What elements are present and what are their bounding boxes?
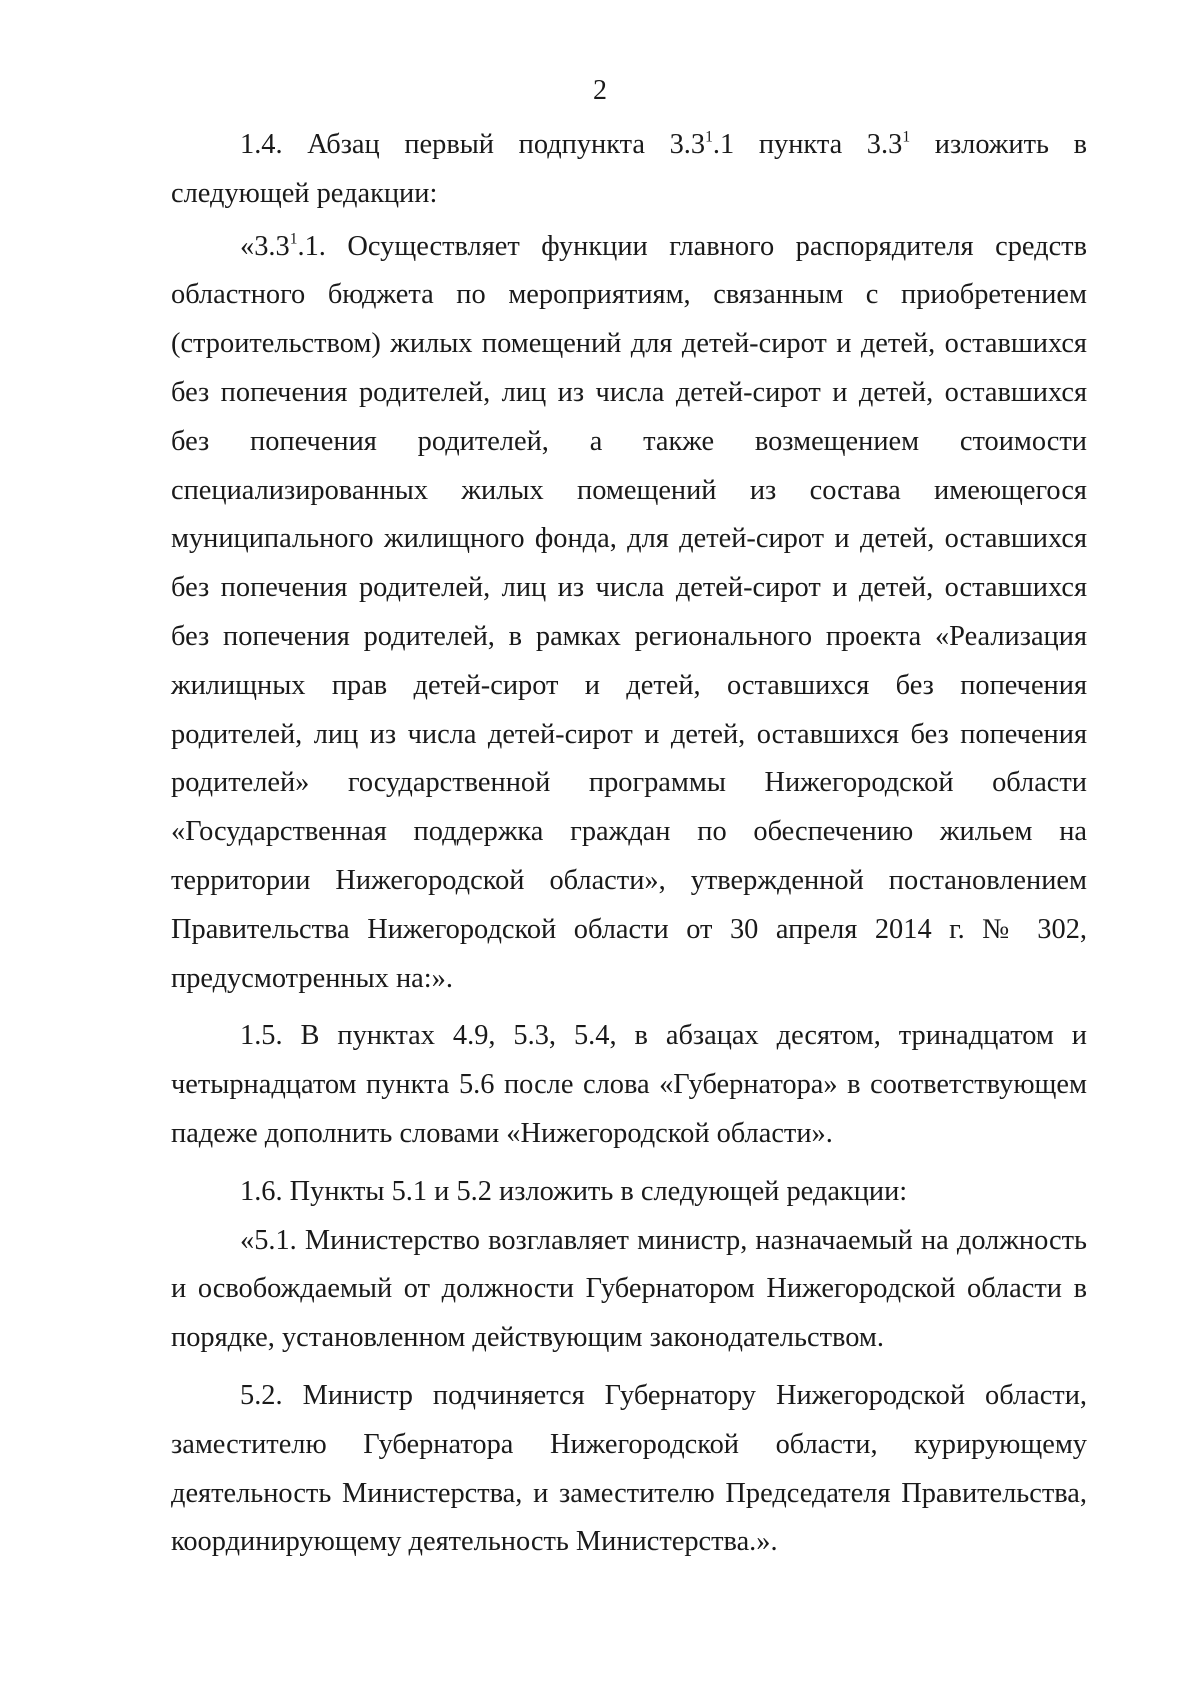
paragraph-1-5: 1.5. В пунктах 4.9, 5.3, 5.4, в абзацах десятом, тринадцатом и четырнадцатом пункта 5.6 после слова «Губернатора» в соответствующем падеже дополнить словами «Нижегородской области». [171, 1020, 1087, 1149]
document-body [171, 121, 1087, 1567]
paragraph-3-3-1-1 [171, 223, 1087, 1004]
paragraph-1-4-text-b: .1 пункта 3.3 [712, 129, 903, 160]
paragraph-1-6: 1.6. Пункты 5.1 и 5.2 изложить в следующей редакции: [240, 1175, 908, 1207]
superscript: 1 [902, 128, 911, 146]
paragraph-1-4-text-a: 1.4. Абзац первый подпункта 3.3 [240, 129, 706, 160]
paragraph-5-1: «5.1. Министерство возглавляет министр, назначаемый на должность и освобождаемый от должности Губернатором Нижегородской области в порядке, установленном действующим законодательством. [171, 1224, 1087, 1354]
paragraph-3-3-1-1-text-b: .1. Осуществляет функции главного распорядителя средств областного бюджета по мероприятиям, связанным с приобретением (строительством) жилых помещений для детей-сирот и детей, оставшихся без попечения родителей, лиц из числа детей-сирот и детей, оставшихся без попечения родителей, а также возмещением стоимости специализированных жилых помещений из состава имеющегося муниципального жилищного фонда, для детей-сирот и детей, оставшихся без попечения родителей, лиц из числа детей-сирот и детей, оставшихся без попечения родителей, в рамках регионального проекта «Реализация жилищных прав детей-сирот и детей, оставшихся без попечения родителей, лиц из числа детей-сирот и детей, оставшихся без попечения родителей» государственной программы Нижегородской области «Государственная поддержка граждан по обеспечению жильем на территории Нижегородской области», утвержденной постановлением Правительства Нижегородской области от 30 апреля 2014 г. № 302, предусмотренных на:». [171, 230, 1087, 994]
paragraph-3-3-1-1-text-a: «3.3 [240, 230, 290, 262]
paragraph-5-2: 5.2. Министр подчиняется Губернатору Нижегородской области, заместителю Губернатора Нижегородской области, курирующему деятельность Министерства, и заместителю Председателя Правительства, координирующему деятельность Министерства.». [171, 1379, 1087, 1558]
paragraph-1-4-text-c: изложить в следующей редакции: [171, 129, 1087, 209]
paragraph-1-4 [171, 121, 1087, 219]
superscript: 1 [705, 128, 713, 146]
page-number: 2 [593, 75, 607, 106]
superscript: 1 [289, 229, 298, 247]
